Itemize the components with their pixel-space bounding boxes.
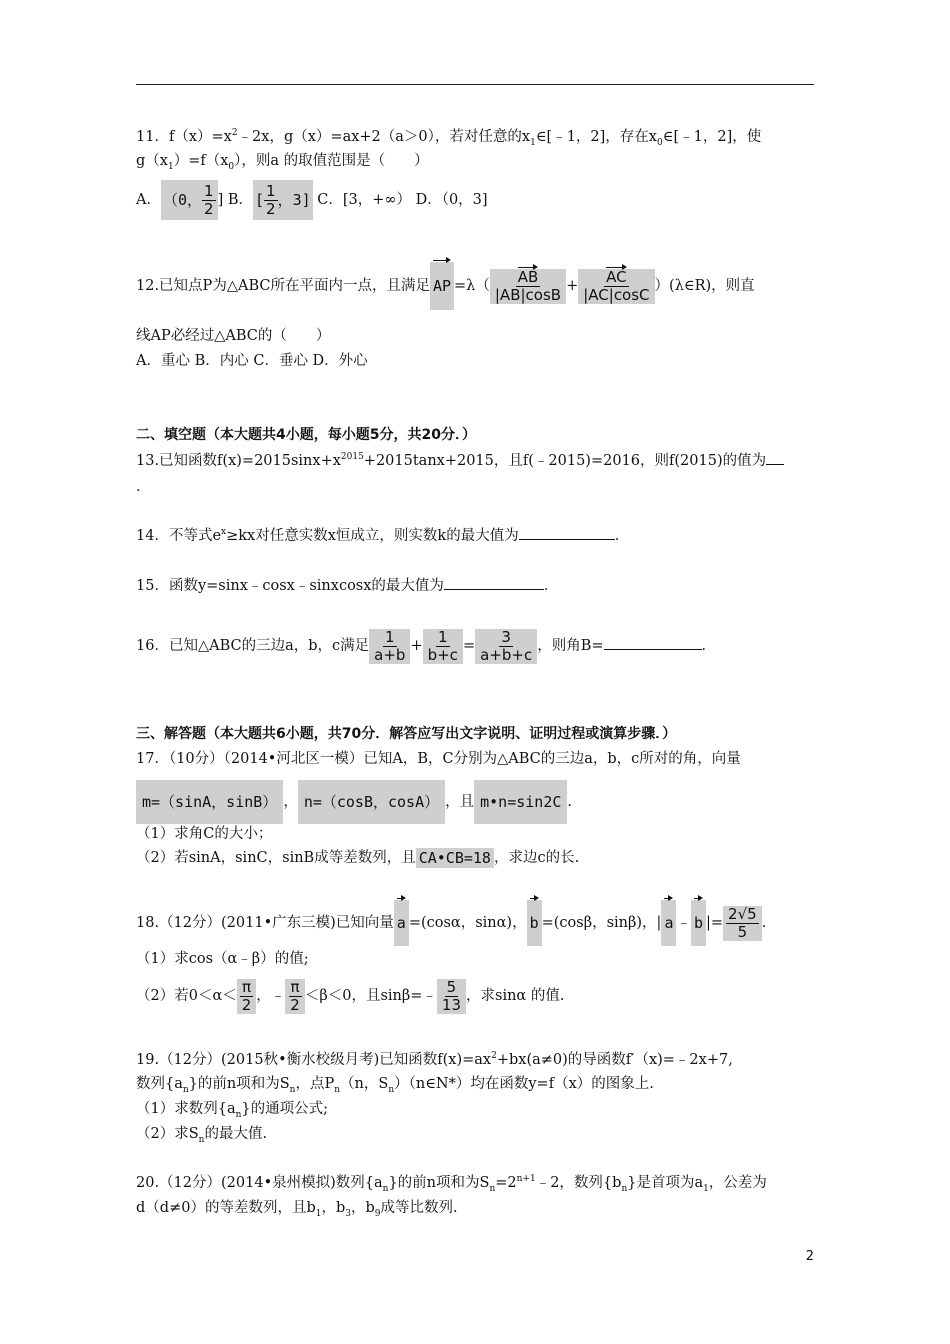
q17-vector-m: m=（sinA，sinB） <box>136 780 283 824</box>
q19-stem-line2: 数列$\{a_n\}$的前n项和为$S_n$，点$P_n(n$，$S_n)(n\in N*)$均在函数y=f（x）的图象上. <box>136 1076 654 1095</box>
q19-stem: 19.（12分）(2015秋•衡水校级月考)已知函数$f(x)=ax^2+bx(a\ne 0)$的导函数f′（x)=﹣2x+7, <box>136 1051 733 1068</box>
q14-answer-blank <box>519 525 615 540</box>
q11-option-a-box: （0， $\frac{1}{2}$ <box>161 180 218 220</box>
q12-vector-ap: AP <box>430 262 454 310</box>
q15-answer-blank <box>444 575 544 590</box>
q17-vector-n: n=（cosB，cosA） <box>298 780 445 824</box>
q12-options: A．重心 B．内心 C．垂心 D．外心 <box>136 353 368 369</box>
q11-stem-line2: $g(x_1)=f(x_0)$，则a 的取值范围是（ ） <box>136 153 429 172</box>
q18-part2: （2）若0＜α＜ $\frac{\pi}{2}$ ，﹣ $\frac{\pi}{2}$ ＜β＜0，且sinβ=﹣ $\frac{5}{13}$ ，求sinα 的值. <box>136 977 565 1014</box>
section-3-title: 三、解答题（本大题共6小题，共70分．解答应写出文字说明、证明过程或演算步骤．） <box>136 726 677 742</box>
q12-fraction-ac: $\frac{AC}{|AC|\cos C}$ <box>578 269 654 304</box>
q12-stem: 12.已知点P为△ABC所在平面内一点，且满足 AP =λ（ $\frac{AB}{|AB|\cos B}$ + $\frac{AC}{|AC|\cos C}$ ）(λ∈R)，则直 <box>136 262 755 310</box>
q17-stem: 17．（10分）（2014•河北区一模）已知A，B，C分别为△ABC的三边a，b，c所对的角，向量 <box>136 751 741 767</box>
q11-option-b-box: [ $\frac{1}{2}$ ，3] <box>255 182 311 218</box>
q20-stem: 20.（12分）(2014•泉州模拟)数列$\{a_n\}$的前n项和为$S_n=2^{n+1}﹣2$，数列$\{b_n\}$是首项为$a_1$，公差为 <box>136 1174 767 1194</box>
q16-stem: 16．已知△ABC的三边a，b，c满足 $\frac{1}{a+b}$ + $\frac{1}{b+c}$ = $\frac{3}{a+b+c}$ ，则角B= ． <box>136 627 717 664</box>
q13-answer-blank <box>766 450 784 465</box>
q13-stem: 13.已知函数$f(x)=2015\sin x+x^{2015}+2015\tan x+2015$，且f(﹣2015)=2016，则f(2015)的值为 <box>136 450 784 471</box>
q17-dot-product: CA•CB=18 <box>416 848 494 868</box>
q12-fraction-ab: $\frac{AB}{|AB|\cos B}$ <box>490 269 566 304</box>
q15-stem: 15．函数y=sinx﹣cosx﹣sinxcosx的最大值为 ． <box>136 575 558 596</box>
q14-stem: 14．不等式$e^x\ge kx$对任意实数x恒成立，则实数k的最大值为 ． <box>136 525 629 546</box>
q11-options: A． （0， $\frac{1}{2}$ ] B． [ $\frac{1}{2}$ ，3] C．[3，+∞） D．（0，3] <box>136 182 488 218</box>
q18-part1: （1）求cos（α﹣β）的值; <box>136 951 309 967</box>
q17-vectors: m=（sinA，sinB） ， n=（cosB，cosA） ，且 m•n=sin2C . <box>136 780 572 824</box>
page-number: 2 <box>805 1249 814 1264</box>
q19-part1: （1）求数列$\{a_n\}$的通项公式; <box>136 1101 329 1120</box>
q17-part2: （2）若sinA，sinC，sinB成等差数列，且 CA•CB=18 ，求边c的长. <box>136 849 580 867</box>
q12-stem-line2: 线AP必经过△ABC的（ ） <box>136 328 331 344</box>
q17-mn-product: m•n=sin2C <box>474 780 567 824</box>
header-rule <box>136 84 814 85</box>
q18-stem: 18.（12分）(2011•广东三模)已知向量 a =(cosα，sinα)， b =(cosβ，sinβ)，| a ﹣ b |= $\frac{2√5}{5}$ . <box>136 900 766 946</box>
q19-part2: （2）求$S_n$的最大值. <box>136 1126 268 1145</box>
q13-end: ． <box>136 479 151 495</box>
q11-stem: 11．$f(x)=x^2﹣2x$，g（x）=ax+2（a＞0），若对任意的$x_1\in[﹣1$，2]，存在$x_0\in[﹣1$，2]，使 <box>136 128 762 148</box>
q20-stem-line2: d（d≠0）的等差数列，且$b_1$，$b_3$，$b_9$成等比数列. <box>136 1200 458 1219</box>
q17-part1: （1）求角C的大小； <box>136 826 273 842</box>
section-2-title: 二、填空题（本大题共4小题，每小题5分，共20分．） <box>136 427 476 443</box>
q16-answer-blank <box>604 635 702 650</box>
